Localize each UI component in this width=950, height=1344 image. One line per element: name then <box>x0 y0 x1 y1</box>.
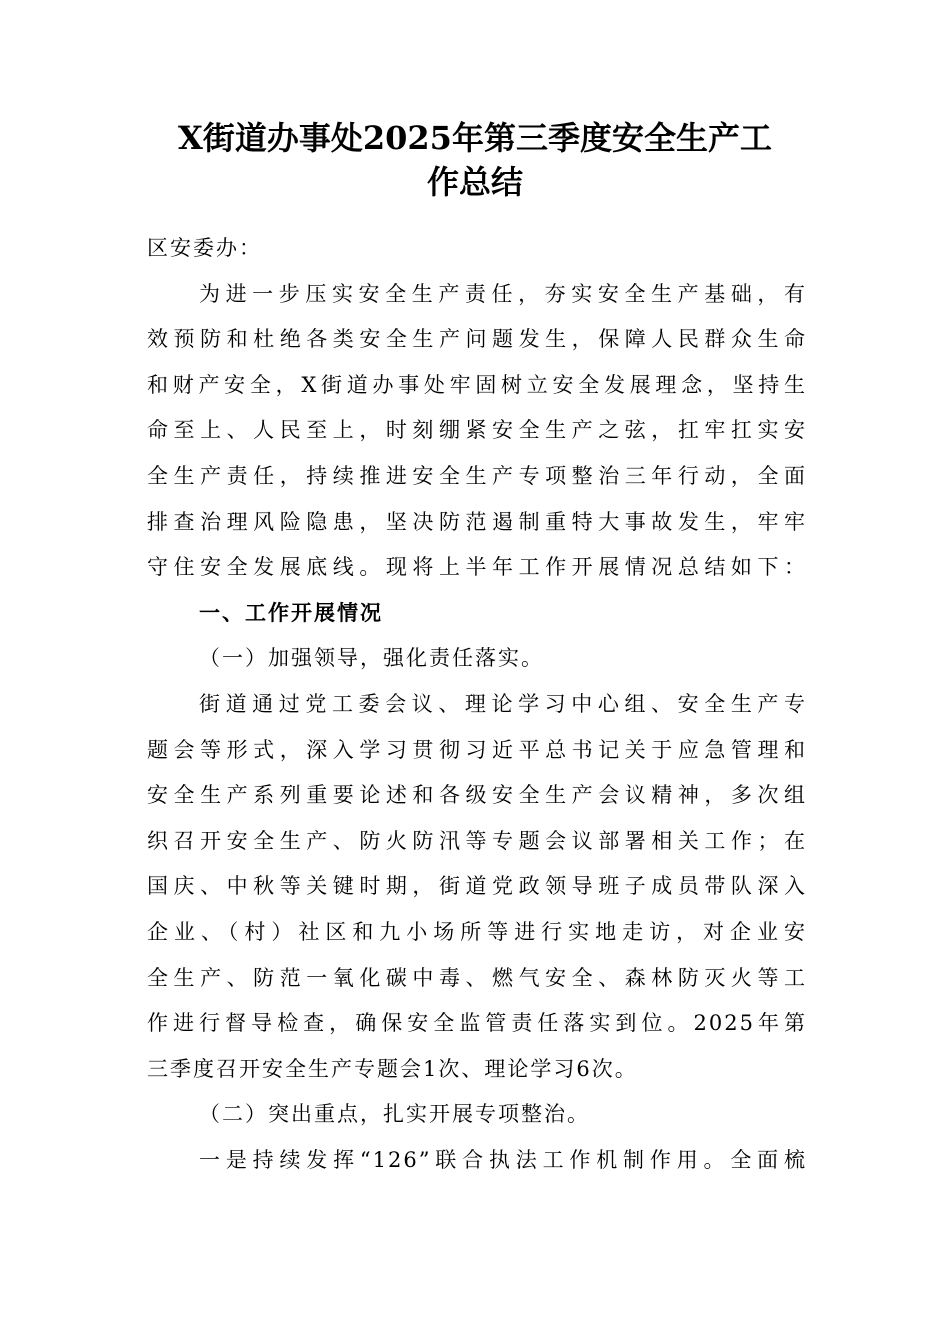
document-body <box>147 226 807 1183</box>
paragraph-line: 全生产、防范一氧化碳中毒、燃气安全、森林防灭火等工 <box>147 965 807 990</box>
paragraph-line: 安全生产系列重要论述和各级安全生产会议精神，多次组 <box>147 783 807 808</box>
paragraph-line: 织召开安全生产、防火防汛等专题会议部署相关工作；在 <box>147 828 807 853</box>
paragraph-line: 守住安全发展底线。现将上半年工作开展情况总结如下： <box>147 555 807 580</box>
section-heading: 一、工作开展情况 <box>199 600 383 625</box>
paragraph-line: 为进一步压实安全生产责任，夯实安全生产基础，有 <box>199 281 807 306</box>
paragraph-line: 排查治理风险隐患，坚决防范遏制重特大事故发生，牢牢 <box>147 509 807 534</box>
subsection-heading: （一）加强领导，强化责任落实。 <box>199 646 544 671</box>
document-title-line-2: 作总结 <box>426 163 523 201</box>
salutation: 区安委办： <box>147 236 262 260</box>
paragraph-line: 和财产安全，X街道办事处牢固树立安全发展理念，坚持生 <box>147 372 807 397</box>
paragraph-line: 国庆、中秋等关键时期，街道党政领导班子成员带队深入 <box>147 874 807 899</box>
paragraph-line: 效预防和杜绝各类安全生产问题发生，保障人民群众生命 <box>147 327 807 352</box>
paragraph-line: 题会等形式，深入学习贯彻习近平总书记关于应急管理和 <box>147 737 807 762</box>
paragraph-line: 街道通过党工委会议、理论学习中心组、安全生产专 <box>199 691 807 716</box>
paragraph-line: 作进行督导检查，确保安全监管责任落实到位。2025年第 <box>147 1011 807 1036</box>
subsection-heading: （二）突出重点，扎实开展专项整治。 <box>199 1102 590 1127</box>
paragraph-line: 三季度召开安全生产专题会1次、理论学习6次。 <box>147 1056 638 1081</box>
paragraph-line: 一是持续发挥“126”联合执法工作机制作用。全面梳 <box>199 1147 807 1172</box>
paragraph-line: 企业、（村）社区和九小场所等进行实地走访，对企业安 <box>147 919 807 944</box>
paragraph-line: 全生产责任，持续推进安全生产专项整治三年行动，全面 <box>147 463 807 488</box>
paragraph-line: 命至上、人民至上，时刻绷紧安全生产之弦，扛牢扛实安 <box>147 418 807 443</box>
document-title-line-1: X街道办事处2025年第三季度安全生产工 <box>178 119 772 157</box>
